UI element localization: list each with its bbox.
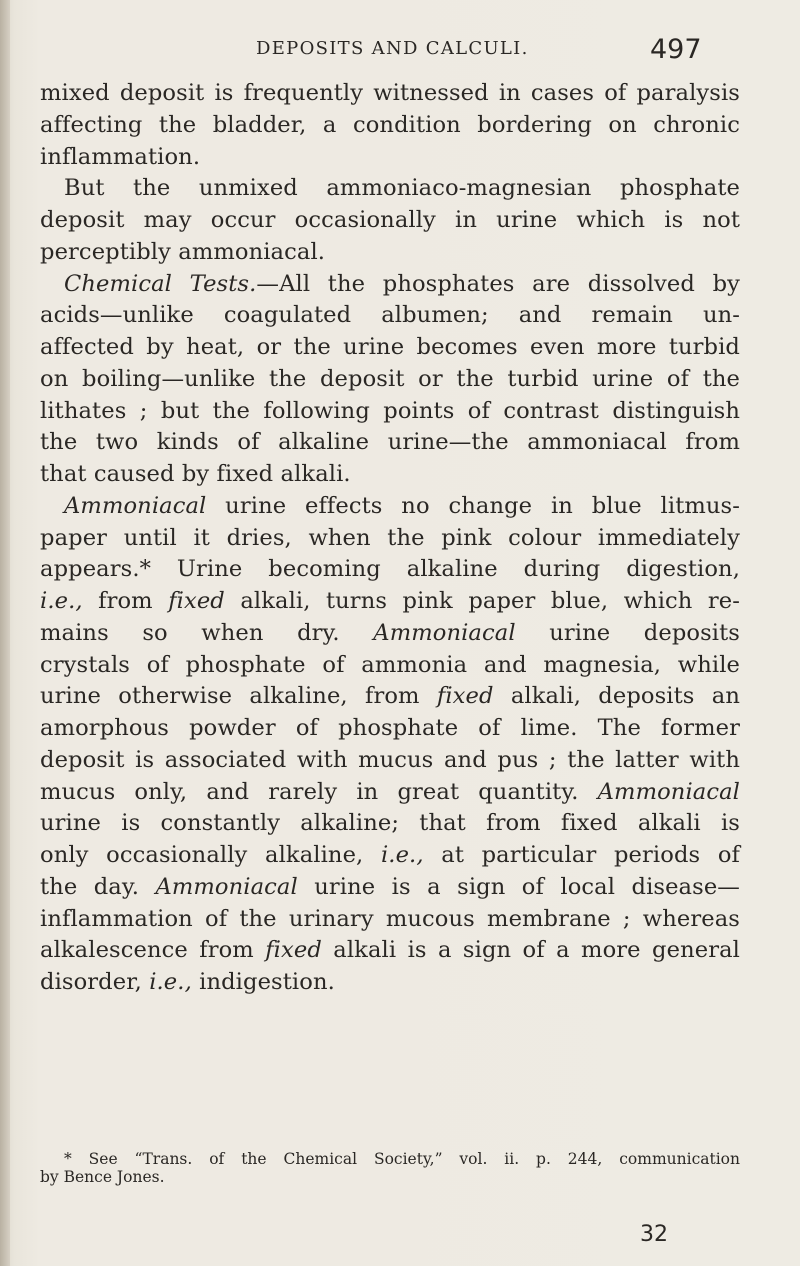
text-line [40,269,740,301]
text-run: amorphous powder of phosphate of lime. The former [40,715,740,741]
text-line [40,808,740,840]
text-line [40,205,740,237]
text-line [40,967,740,999]
text-line [40,681,740,713]
text-line [40,586,740,618]
text-line [40,523,740,555]
text-run: the day. [40,873,156,900]
page-number: 497 [650,34,702,65]
running-head: DEPOSITS AND CALCULI. [256,38,529,59]
text-run: disorder, [40,969,150,995]
text-run: crystals of phosphate of ammonia and magnesia, while [40,651,740,678]
text-run: urine effects no change in blue litmus- [206,492,740,519]
footnote [40,1150,740,1186]
text-line [40,364,740,396]
text-run: But the unmixed ammoniaco-magnesian phosphate [64,175,740,202]
italic-run: fixed [265,937,322,964]
text-line [40,554,740,586]
page-gutter [0,0,10,1266]
text-run: inflammation. [40,143,201,170]
text-run: deposit is associated with mucus and pus ; the latter with [40,746,740,773]
footnote-line: * See “Trans. of the Chemical Society,” vol. ii. p. 244, communication [64,1150,740,1168]
text-run: acids—unlike coagulated albumen; and remain un- [40,302,740,329]
text-run: affecting the bladder, a condition bordering on chronic [40,111,740,138]
text-line [40,78,740,110]
text-line [40,904,740,936]
italic-run: Ammoniacal [597,778,740,805]
text-run: alkali, deposits an [493,683,740,710]
text-run: mains so when dry. [40,619,374,646]
text-run: lithates ; but the following points of contrast distinguish [40,397,740,424]
italic-run: i.e., [380,842,424,868]
text-run: indigestion. [191,969,335,995]
text-run: mucus only, and rarely in great quantity. [40,778,598,805]
text-line [40,745,740,777]
page-header [0,34,800,68]
text-line [40,237,740,269]
text-line [40,300,740,332]
italic-run: fixed [436,683,494,710]
text-run: deposit may occur occasionally in urine which is not [40,207,740,233]
text-line [40,142,740,174]
italic-run: i.e., [40,588,83,614]
text-run: from [82,588,169,614]
text-run: urine is constantly alkaline; that from fixed alkali is [40,810,740,837]
text-line [40,459,740,491]
italic-run: Chemical Tests. [64,270,257,297]
text-run: affected by heat, or the urine becomes even more turbid [40,334,740,360]
signature-mark: 32 [640,1222,668,1247]
text-run: mixed deposit is frequently witnessed in cases of paralysis [40,80,740,106]
text-run: alkali, turns pink paper blue, which re- [224,588,740,614]
text-line [40,332,740,364]
text-run: perceptibly ammoniacal. [40,238,326,265]
text-run: on boiling—unlike the deposit or the turbid urine of the [40,365,740,392]
text-line [40,840,740,872]
italic-run: i.e., [149,969,192,995]
text-line [40,872,740,904]
italic-run: Ammoniacal [64,492,207,519]
text-run: urine otherwise alkaline, from [40,683,437,710]
text-line [40,618,740,650]
text-run: alkali is a sign of a more general [321,937,740,964]
text-line [40,427,740,459]
text-line [40,650,740,682]
text-run: at particular periods of [423,842,740,868]
text-line [40,935,740,967]
text-run: inflammation of the urinary mucous membrane ; whereas [40,905,740,932]
text-line [40,777,740,809]
text-line [40,173,740,205]
text-run: only occasionally alkaline, [40,842,381,868]
text-run: urine is a sign of local disease— [297,873,740,900]
text-line [40,110,740,142]
italic-run: Ammoniacal [373,619,516,646]
text-run: the two kinds of alkaline urine—the ammoniacal from [40,429,740,456]
text-run: paper until it dries, when the pink colour immediately [40,524,740,551]
text-line [40,396,740,428]
italic-run: Ammoniacal [155,873,298,900]
text-run: that caused by fixed alkali. [40,461,351,487]
footnote-line: by Bence Jones. [40,1168,165,1186]
text-run: alkalescence from [40,937,266,964]
italic-run: fixed [168,588,225,614]
text-line [40,491,740,523]
text-run: —All the phosphates are dissolved by [256,270,741,297]
body-text [40,78,740,999]
text-run: urine deposits [515,619,740,646]
text-run: appears.* Urine becoming alkaline during digestion, [40,556,740,583]
text-line [40,713,740,745]
